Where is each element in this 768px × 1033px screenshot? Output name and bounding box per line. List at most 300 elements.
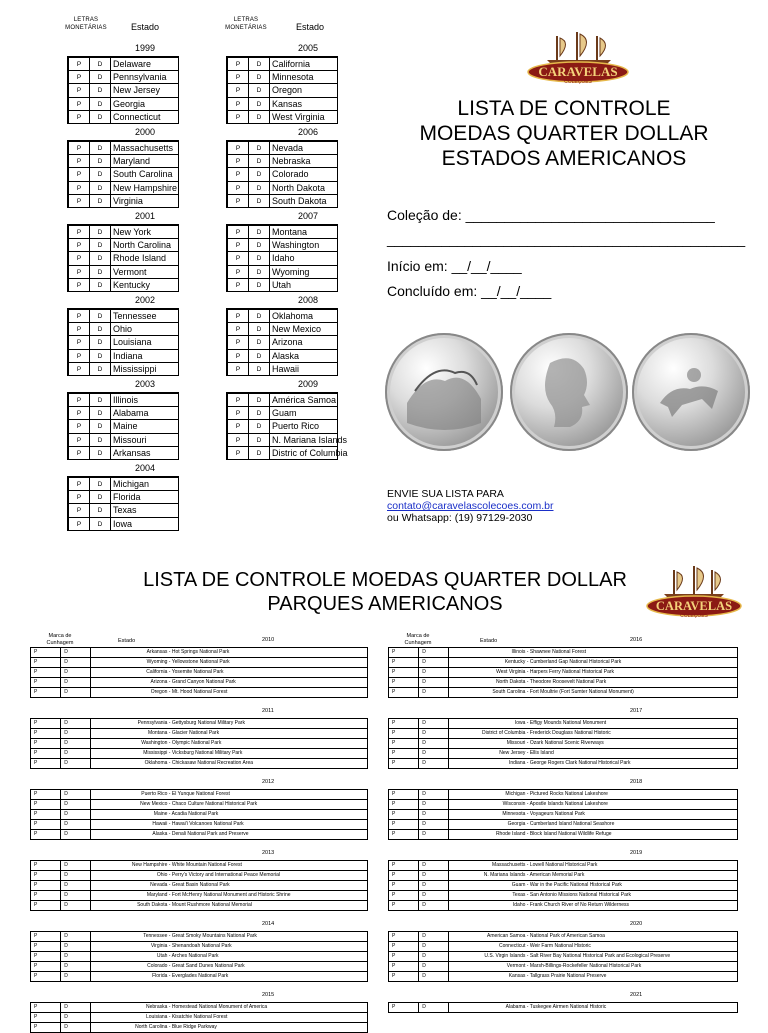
mint-d-checkbox[interactable]: D (60, 951, 91, 962)
mint-p-checkbox[interactable]: P (30, 931, 61, 942)
mint-p-checkbox[interactable]: P (68, 97, 90, 111)
year-group (226, 392, 348, 460)
mint-d-checkbox[interactable]: D (89, 322, 111, 336)
mint-d-checkbox[interactable]: D (89, 70, 111, 84)
mint-d-checkbox[interactable]: D (60, 748, 91, 759)
park-state: American Samoa (487, 933, 526, 939)
mint-p-checkbox[interactable]: P (30, 819, 61, 830)
mint-p-checkbox[interactable]: P (30, 809, 61, 820)
mint-p-checkbox[interactable]: P (227, 181, 249, 195)
park-row (30, 1002, 370, 1012)
mint-p-checkbox[interactable]: P (30, 728, 61, 739)
mint-d-checkbox[interactable]: D (418, 819, 449, 830)
mint-d-checkbox[interactable]: D (60, 799, 91, 810)
mint-d-checkbox[interactable]: D (418, 961, 449, 972)
mint-d-checkbox[interactable]: D (89, 446, 111, 460)
mint-p-checkbox[interactable]: P (388, 809, 419, 820)
mint-p-checkbox[interactable]: P (68, 517, 90, 531)
mint-d-checkbox[interactable]: D (248, 70, 270, 84)
park-name: Grand Canyon National Park (171, 679, 236, 685)
mint-p-checkbox[interactable]: P (68, 83, 90, 97)
state-row (227, 154, 337, 167)
mint-p-checkbox[interactable]: P (388, 718, 419, 729)
state-name: Hawaii (269, 362, 338, 376)
park-state: North Carolina (135, 1024, 168, 1030)
mint-p-checkbox[interactable]: P (30, 890, 61, 901)
mint-p-checkbox[interactable]: P (388, 677, 419, 688)
mint-d-checkbox[interactable]: D (89, 349, 111, 363)
mint-p-checkbox[interactable]: P (68, 181, 90, 195)
park-year-label: 2015 (262, 992, 275, 998)
mint-p-checkbox[interactable]: P (227, 335, 249, 349)
park-state: Alabama (505, 1004, 526, 1010)
state-row (68, 70, 178, 83)
mint-d-checkbox[interactable]: D (89, 406, 111, 420)
mint-d-checkbox[interactable]: D (89, 194, 111, 208)
mint-p-checkbox[interactable]: P (68, 225, 90, 239)
mint-d-checkbox[interactable]: D (418, 728, 449, 739)
mint-p-checkbox[interactable]: P (388, 687, 419, 698)
state-row (227, 225, 337, 238)
mint-p-checkbox[interactable]: P (30, 829, 61, 840)
mint-p-checkbox[interactable]: P (68, 265, 90, 279)
mint-p-checkbox[interactable]: P (30, 647, 61, 658)
mint-p-checkbox[interactable]: P (30, 667, 61, 678)
mint-p-checkbox[interactable]: P (388, 758, 419, 769)
mint-d-checkbox[interactable]: D (60, 971, 91, 982)
mint-p-checkbox[interactable]: P (68, 251, 90, 265)
park-entry (448, 677, 738, 688)
mint-p-checkbox[interactable]: P (30, 941, 61, 952)
mint-d-checkbox[interactable]: D (248, 167, 270, 181)
park-row (30, 829, 370, 839)
mint-p-checkbox[interactable]: P (388, 738, 419, 749)
park-name: Denali National Park and Preserve (171, 831, 249, 837)
mint-p-checkbox[interactable]: P (388, 657, 419, 668)
mint-p-checkbox[interactable]: P (68, 419, 90, 433)
park-entry (90, 870, 368, 881)
mint-d-checkbox[interactable]: D (89, 335, 111, 349)
mint-d-checkbox[interactable]: D (60, 809, 91, 820)
mint-d-checkbox[interactable]: D (418, 789, 449, 800)
mint-p-checkbox[interactable]: P (68, 309, 90, 323)
mint-p-checkbox[interactable]: P (30, 1022, 61, 1033)
state-row (68, 477, 178, 490)
park-entry (448, 870, 738, 881)
mint-d-checkbox[interactable]: D (89, 433, 111, 447)
year-group (67, 392, 179, 460)
separator: - (167, 831, 172, 837)
park-entry (448, 799, 738, 810)
coin-washington-obverse-image (510, 333, 628, 451)
mint-d-checkbox[interactable]: D (248, 309, 270, 323)
mint-p-checkbox[interactable]: P (227, 322, 249, 336)
mint-d-checkbox[interactable]: D (248, 362, 270, 376)
mint-p-checkbox[interactable]: P (388, 829, 419, 840)
mint-d-checkbox[interactable]: D (248, 57, 270, 71)
mint-p-checkbox[interactable]: P (388, 870, 419, 881)
mint-d-checkbox[interactable]: D (60, 657, 91, 668)
mint-d-checkbox[interactable]: D (418, 809, 449, 820)
park-state: South Dakota (137, 902, 168, 908)
mint-p-checkbox[interactable]: P (388, 799, 419, 810)
state-row (227, 141, 337, 154)
mint-d-checkbox[interactable]: D (418, 860, 449, 871)
mint-d-checkbox[interactable]: D (418, 657, 449, 668)
mint-p-checkbox[interactable]: P (30, 677, 61, 688)
park-name: National Park of American Samoa (529, 933, 605, 939)
mint-d-checkbox[interactable]: D (60, 860, 91, 871)
mint-d-checkbox[interactable]: D (89, 251, 111, 265)
state-name: Alaska (269, 349, 338, 363)
mint-d-checkbox[interactable]: D (60, 931, 91, 942)
mint-d-checkbox[interactable]: D (60, 941, 91, 952)
state-row (68, 251, 178, 264)
park-row (388, 819, 740, 829)
mint-p-checkbox[interactable]: P (388, 728, 419, 739)
mint-d-checkbox[interactable]: D (418, 1002, 449, 1013)
mint-d-checkbox[interactable]: D (89, 83, 111, 97)
mint-d-checkbox[interactable]: D (89, 393, 111, 407)
mint-p-checkbox[interactable]: P (227, 419, 249, 433)
inicio-field[interactable]: Início em: __/__/____ (387, 258, 522, 274)
mint-p-checkbox[interactable]: P (30, 748, 61, 759)
mint-d-checkbox[interactable]: D (248, 225, 270, 239)
mint-d-checkbox[interactable]: D (89, 97, 111, 111)
mint-p-checkbox[interactable]: P (30, 758, 61, 769)
mint-d-checkbox[interactable]: D (89, 141, 111, 155)
park-state: North Dakota (495, 679, 526, 685)
mint-d-checkbox[interactable]: D (89, 225, 111, 239)
mint-p-checkbox[interactable]: P (388, 789, 419, 800)
mint-p-checkbox[interactable]: P (227, 265, 249, 279)
park-state: Illinois (511, 649, 526, 655)
mint-p-checkbox[interactable]: P (227, 406, 249, 420)
mint-p-checkbox[interactable]: P (68, 57, 90, 71)
mint-d-checkbox[interactable]: D (60, 829, 91, 840)
mint-d-checkbox[interactable]: D (248, 335, 270, 349)
park-name: Shenandoah National Park (171, 943, 232, 949)
separator: - (525, 963, 530, 969)
mint-d-checkbox[interactable]: D (89, 181, 111, 195)
mint-p-checkbox[interactable]: P (227, 225, 249, 239)
mint-p-checkbox[interactable]: P (30, 900, 61, 911)
mint-d-checkbox[interactable]: D (60, 789, 91, 800)
mint-d-checkbox[interactable]: D (60, 1022, 91, 1033)
mint-p-checkbox[interactable]: P (227, 349, 249, 363)
mint-p-checkbox[interactable]: P (30, 951, 61, 962)
park-entry (90, 1002, 368, 1013)
mint-d-checkbox[interactable]: D (418, 647, 449, 658)
mint-p-checkbox[interactable]: P (30, 687, 61, 698)
mint-p-checkbox[interactable]: P (68, 167, 90, 181)
park-row (30, 809, 370, 819)
mint-d-checkbox[interactable]: D (418, 687, 449, 698)
mint-p-checkbox[interactable]: P (68, 446, 90, 460)
mint-p-checkbox[interactable]: P (388, 819, 419, 830)
mint-d-checkbox[interactable]: D (60, 961, 91, 972)
mint-p-checkbox[interactable]: P (227, 393, 249, 407)
mint-p-checkbox[interactable]: P (68, 362, 90, 376)
mint-d-checkbox[interactable]: D (60, 870, 91, 881)
park-entry (448, 748, 738, 759)
mint-p-checkbox[interactable]: P (227, 110, 249, 124)
mint-d-checkbox[interactable]: D (89, 110, 111, 124)
park-name: Voyageurs National Park (529, 811, 585, 817)
mint-p-checkbox[interactable]: P (388, 951, 419, 962)
park-year-label: 2011 (262, 708, 274, 714)
park-row (30, 860, 370, 870)
mint-d-checkbox[interactable]: D (248, 406, 270, 420)
park-entry (90, 687, 368, 698)
mint-d-checkbox[interactable]: D (418, 829, 449, 840)
mint-d-checkbox[interactable]: D (418, 971, 449, 982)
park-state: Louisiana (146, 1014, 168, 1020)
mint-d-checkbox[interactable]: D (60, 890, 91, 901)
park-state: Virginia (150, 943, 168, 949)
state-name: New York (110, 225, 179, 239)
mint-p-checkbox[interactable]: P (388, 1002, 419, 1013)
mint-p-checkbox[interactable]: P (68, 238, 90, 252)
mint-p-checkbox[interactable]: P (227, 141, 249, 155)
mint-d-checkbox[interactable]: D (248, 419, 270, 433)
mint-p-checkbox[interactable]: P (227, 238, 249, 252)
mint-d-checkbox[interactable]: D (60, 687, 91, 698)
mint-p-checkbox[interactable]: P (388, 647, 419, 658)
mint-d-checkbox[interactable]: D (89, 167, 111, 181)
mint-d-checkbox[interactable]: D (60, 819, 91, 830)
mint-d-checkbox[interactable]: D (89, 490, 111, 504)
mint-d-checkbox[interactable]: D (89, 154, 111, 168)
park-entry (90, 941, 368, 952)
mint-d-checkbox[interactable]: D (89, 517, 111, 531)
mint-d-checkbox[interactable]: D (89, 309, 111, 323)
state-name: Minnesota (269, 70, 338, 84)
mint-p-checkbox[interactable]: P (68, 278, 90, 292)
mint-d-checkbox[interactable]: D (60, 880, 91, 891)
mint-p-checkbox[interactable]: P (227, 278, 249, 292)
mint-d-checkbox[interactable]: D (418, 667, 449, 678)
mint-p-checkbox[interactable]: P (30, 961, 61, 972)
park-name: Chaco Culture National Historical Park (171, 801, 258, 807)
mint-p-checkbox[interactable]: P (388, 971, 419, 982)
park-state: Michigan (505, 791, 526, 797)
park-state: Iowa (514, 720, 526, 726)
separator: - (525, 811, 530, 817)
mint-p-checkbox[interactable]: P (68, 393, 90, 407)
mint-p-checkbox[interactable]: P (68, 503, 90, 517)
mint-p-checkbox[interactable]: P (388, 880, 419, 891)
park-entry (90, 931, 368, 942)
mint-d-checkbox[interactable]: D (418, 718, 449, 729)
contact-email[interactable] (387, 500, 554, 512)
state-row (68, 97, 178, 110)
mint-d-checkbox[interactable]: D (60, 900, 91, 911)
concluido-field[interactable]: Concluído em: __/__/____ (387, 283, 552, 299)
mint-d-checkbox[interactable]: D (248, 194, 270, 208)
mint-p-checkbox[interactable]: P (68, 141, 90, 155)
mint-p-checkbox[interactable]: P (227, 167, 249, 181)
mint-d-checkbox[interactable]: D (248, 446, 270, 460)
mint-p-checkbox[interactable]: P (30, 657, 61, 668)
mint-d-checkbox[interactable]: D (89, 278, 111, 292)
mint-p-checkbox[interactable]: P (68, 433, 90, 447)
year-group (67, 476, 179, 531)
park-name: El Yunque National Forest (171, 791, 230, 797)
mint-d-checkbox[interactable]: D (60, 718, 91, 729)
email-link[interactable]: contato@caravelascolecoes.com.br (387, 500, 554, 512)
mint-p-checkbox[interactable]: P (30, 870, 61, 881)
mint-d-checkbox[interactable]: D (248, 154, 270, 168)
mint-d-checkbox[interactable]: D (248, 393, 270, 407)
park-row (30, 880, 370, 890)
mint-d-checkbox[interactable]: D (248, 278, 270, 292)
mint-p-checkbox[interactable]: P (227, 97, 249, 111)
mint-p-checkbox[interactable]: P (227, 154, 249, 168)
state-row (68, 57, 178, 70)
mint-d-checkbox[interactable]: D (418, 738, 449, 749)
mint-p-checkbox[interactable]: P (388, 667, 419, 678)
mint-d-checkbox[interactable]: D (89, 265, 111, 279)
park-state: Wyoming (146, 659, 168, 665)
mint-d-checkbox[interactable]: D (248, 181, 270, 195)
year-label: 2000 (134, 127, 156, 137)
mint-p-checkbox[interactable]: P (68, 70, 90, 84)
state-name: South Dakota (269, 194, 338, 208)
park-state: Florida (152, 973, 168, 979)
mint-p-checkbox[interactable]: P (68, 406, 90, 420)
mint-d-checkbox[interactable]: D (60, 728, 91, 739)
mint-d-checkbox[interactable]: D (89, 362, 111, 376)
park-row (388, 687, 740, 697)
state-row (68, 110, 178, 123)
state-row (227, 265, 337, 278)
mint-p-checkbox[interactable]: P (68, 194, 90, 208)
mint-d-checkbox[interactable]: D (60, 677, 91, 688)
mint-d-checkbox[interactable]: D (248, 433, 270, 447)
mint-p-checkbox[interactable]: P (388, 890, 419, 901)
mint-d-checkbox[interactable]: D (248, 83, 270, 97)
mint-p-checkbox[interactable]: P (388, 941, 419, 952)
colecao-field[interactable]: Coleção de: ________________________________ (387, 207, 715, 223)
park-state: Mississippi (143, 750, 168, 756)
separator: - (167, 1024, 172, 1030)
mint-d-checkbox[interactable]: D (418, 880, 449, 891)
mint-d-checkbox[interactable]: D (60, 1002, 91, 1013)
separator: - (167, 760, 172, 766)
mint-d-checkbox[interactable]: D (418, 870, 449, 881)
mint-d-checkbox[interactable]: D (60, 758, 91, 769)
mint-p-checkbox[interactable]: P (388, 931, 419, 942)
mint-p-checkbox[interactable]: P (68, 477, 90, 491)
mint-d-checkbox[interactable]: D (418, 931, 449, 942)
mint-d-checkbox[interactable]: D (248, 110, 270, 124)
mint-p-checkbox[interactable]: P (30, 799, 61, 810)
state-row (68, 433, 178, 446)
mint-d-checkbox[interactable]: D (418, 799, 449, 810)
mint-p-checkbox[interactable]: P (68, 349, 90, 363)
mint-p-checkbox[interactable]: P (30, 789, 61, 800)
mint-d-checkbox[interactable]: D (418, 758, 449, 769)
col-estado-parks-2: Estado (480, 638, 498, 644)
mint-d-checkbox[interactable]: D (248, 251, 270, 265)
mint-d-checkbox[interactable]: D (418, 677, 449, 688)
mint-d-checkbox[interactable]: D (418, 941, 449, 952)
mint-d-checkbox[interactable]: D (418, 951, 449, 962)
mint-d-checkbox[interactable]: D (60, 667, 91, 678)
mint-d-checkbox[interactable]: D (89, 57, 111, 71)
mint-d-checkbox[interactable]: D (248, 322, 270, 336)
mint-d-checkbox[interactable]: D (60, 738, 91, 749)
mint-d-checkbox[interactable]: D (248, 265, 270, 279)
mint-p-checkbox[interactable]: P (388, 900, 419, 911)
mint-d-checkbox[interactable]: D (60, 647, 91, 658)
mint-p-checkbox[interactable]: P (227, 362, 249, 376)
mint-d-checkbox[interactable]: D (248, 238, 270, 252)
mint-p-checkbox[interactable]: P (30, 880, 61, 891)
park-row (388, 931, 740, 941)
mint-p-checkbox[interactable]: P (68, 490, 90, 504)
mint-d-checkbox[interactable]: D (248, 97, 270, 111)
mint-p-checkbox[interactable]: P (227, 309, 249, 323)
mint-p-checkbox[interactable]: P (68, 335, 90, 349)
mint-p-checkbox[interactable]: P (30, 1012, 61, 1023)
mint-p-checkbox[interactable]: P (30, 718, 61, 729)
park-name: Gettysburg National Military Park (171, 720, 245, 726)
mint-d-checkbox[interactable]: D (418, 900, 449, 911)
state-row (227, 349, 337, 362)
separator: - (167, 882, 172, 888)
separator: - (525, 953, 530, 959)
mint-p-checkbox[interactable]: P (30, 1002, 61, 1013)
mint-d-checkbox[interactable]: D (60, 1012, 91, 1023)
mint-p-checkbox[interactable]: P (227, 446, 249, 460)
mint-p-checkbox[interactable]: P (30, 738, 61, 749)
mint-p-checkbox[interactable]: P (227, 194, 249, 208)
col-letras-monetarias: LETRAS MONETÁRIAS (65, 17, 107, 31)
mint-p-checkbox[interactable]: P (30, 971, 61, 982)
mint-p-checkbox[interactable]: P (68, 110, 90, 124)
mint-p-checkbox[interactable]: P (227, 433, 249, 447)
separator: - (167, 720, 172, 726)
mint-d-checkbox[interactable]: D (89, 477, 111, 491)
park-name: Mount Rushmore National Memorial (171, 902, 252, 908)
mint-d-checkbox[interactable]: D (89, 503, 111, 517)
colecao-field-line2[interactable]: ______________________________________________ (387, 231, 746, 247)
mint-p-checkbox[interactable]: P (68, 322, 90, 336)
mint-d-checkbox[interactable]: D (418, 890, 449, 901)
park-name: Blue Ridge Parkway (171, 1024, 217, 1030)
mint-d-checkbox[interactable]: D (89, 238, 111, 252)
mint-p-checkbox[interactable]: P (68, 154, 90, 168)
mint-p-checkbox[interactable]: P (388, 748, 419, 759)
mint-d-checkbox[interactable]: D (248, 141, 270, 155)
mint-d-checkbox[interactable]: D (418, 748, 449, 759)
mint-p-checkbox[interactable]: P (227, 83, 249, 97)
mint-p-checkbox[interactable]: P (227, 251, 249, 265)
mint-d-checkbox[interactable]: D (248, 349, 270, 363)
mint-d-checkbox[interactable]: D (89, 419, 111, 433)
state-name: Kentucky (110, 278, 179, 292)
park-name: Salt River Bay National Historical Park and Ecological Preserve (529, 953, 671, 959)
park-name: Chickasaw National Recreation Area (171, 760, 254, 766)
mint-p-checkbox[interactable]: P (227, 57, 249, 71)
mint-p-checkbox[interactable]: P (30, 860, 61, 871)
mint-p-checkbox[interactable]: P (388, 961, 419, 972)
mint-p-checkbox[interactable]: P (388, 860, 419, 871)
mint-p-checkbox[interactable]: P (227, 70, 249, 84)
separator: - (525, 669, 530, 675)
